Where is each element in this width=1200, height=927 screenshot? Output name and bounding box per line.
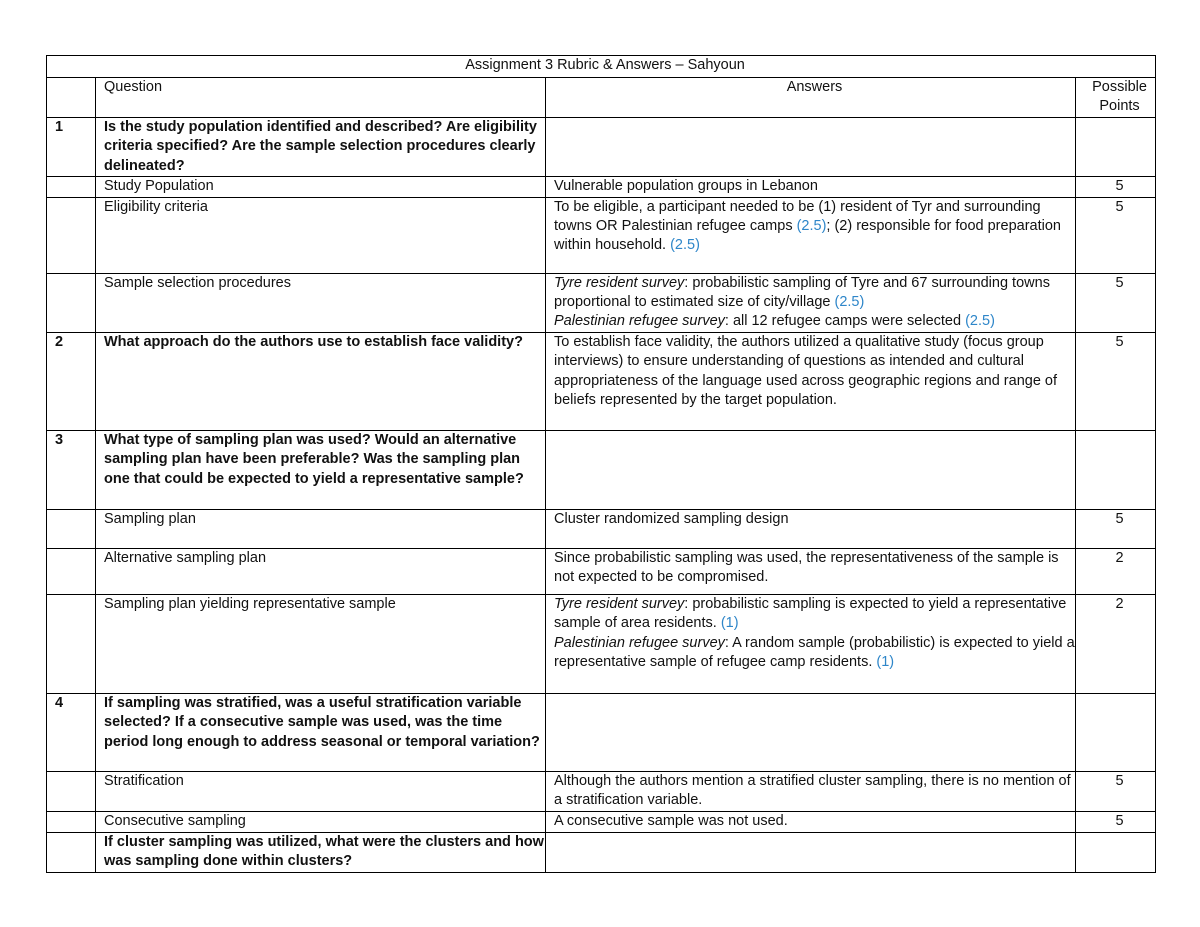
points-value: 5 (1076, 332, 1156, 430)
subquestion-row (47, 548, 1156, 594)
answer-text: Vulnerable population groups in Lebanon (546, 177, 1076, 197)
question-row-3 (47, 430, 1156, 509)
answer-cell-empty (546, 430, 1076, 509)
num-cell-empty (47, 594, 96, 693)
points-value: 5 (1076, 273, 1156, 332)
point-value-annotation: (1) (876, 654, 895, 671)
answer-text: : probabilistic sampling is expected to yield a representative sample of area residents. (554, 595, 1067, 632)
num-cell-empty (47, 197, 96, 273)
point-value-annotation: (2.5) (796, 218, 827, 235)
header-question: Question (96, 78, 546, 118)
survey-label: Tyre resident survey (554, 274, 685, 291)
answer-text: ; (2) responsible for food preparation within household. (554, 218, 1061, 254)
header-num-cell (47, 78, 96, 118)
answer-cell-empty (546, 832, 1076, 872)
answer-text: Since probabilistic sampling was used, the representativeness of the sample is not expected to be compromised. (546, 548, 1076, 594)
points-cell-empty (1076, 693, 1156, 771)
header-points: Possible Points (1076, 78, 1156, 118)
question-row-4 (47, 693, 1156, 771)
answer-cell (546, 197, 1076, 273)
points-cell-empty (1076, 118, 1156, 177)
title-row (47, 56, 1156, 78)
subquestion-row (47, 771, 1156, 811)
points-value: 5 (1076, 811, 1156, 832)
points-value: 2 (1076, 594, 1156, 693)
subquestion-row (47, 197, 1156, 273)
subquestion-label: Alternative sampling plan (96, 548, 546, 594)
points-value: 5 (1076, 197, 1156, 273)
subquestion-row (47, 811, 1156, 832)
subquestion-label: Sampling plan (96, 509, 546, 548)
question-text: Is the study population identified and described? Are eligibility criteria specified? Are the sample selection procedures clearly delineated? (96, 118, 546, 177)
answer-text: : probabilistic sampling of Tyre and 67 surrounding towns proportional to estimated size of city/village (554, 274, 1050, 311)
answer-text: : all 12 refugee camps were selected (724, 313, 966, 330)
subquestion-row (47, 509, 1156, 548)
question-text: If sampling was stratified, was a useful stratification variable selected? If a consecutive sample was used, was the time period long enough to address seasonal or temporal variation? (96, 693, 546, 771)
answer-text: A consecutive sample was not used. (546, 811, 1076, 832)
survey-label: Palestinian refugee survey (554, 313, 725, 330)
subquestion-row (47, 177, 1156, 197)
subquestion-label: Stratification (96, 771, 546, 811)
question-row-2 (47, 332, 1156, 430)
answer-text: : A random sample (probabilistic) is expected to yield a representative sample of refugee camp residents. (554, 634, 1075, 671)
answer-text: Although the authors mention a stratified cluster sampling, there is no mention of a stratification variable. (546, 771, 1076, 811)
point-value-annotation: (1) (720, 615, 739, 632)
question-number: 2 (47, 332, 96, 430)
header-row (47, 78, 1156, 118)
answer-text: Cluster randomized sampling design (546, 509, 1076, 548)
question-text: What approach do the authors use to establish face validity? (96, 332, 546, 430)
num-cell-empty (47, 273, 96, 332)
answer-text: To be eligible, a participant needed to be (1) resident of Tyr and surrounding towns OR Palestinian refugee camps (554, 198, 1041, 235)
answer-cell (546, 594, 1076, 693)
survey-label: Tyre resident survey (554, 595, 685, 612)
answer-cell (546, 273, 1076, 332)
question-text: What type of sampling plan was used? Would an alternative sampling plan have been preferable? Was the sampling plan one that could be expected to yield a representative sample? (96, 430, 546, 509)
rubric-table (46, 55, 1156, 873)
answer-cell-empty (546, 118, 1076, 177)
num-cell-empty (47, 548, 96, 594)
header-answers: Answers (546, 78, 1076, 118)
point-value-annotation: (2.5) (670, 237, 700, 254)
subquestion-label: Sampling plan yielding representative sample (96, 594, 546, 693)
num-cell-empty (47, 811, 96, 832)
subquestion-label: Sample selection procedures (96, 273, 546, 332)
subquestion-row (47, 594, 1156, 693)
question-text: If cluster sampling was utilized, what were the clusters and how was sampling done within clusters? (96, 832, 546, 872)
num-cell-empty (47, 177, 96, 197)
point-value-annotation: (2.5) (965, 313, 995, 330)
subquestion-row (47, 273, 1156, 332)
subquestion-label: Eligibility criteria (96, 197, 546, 273)
points-value: 5 (1076, 771, 1156, 811)
question-row-1 (47, 118, 1156, 177)
subquestion-label: Study Population (96, 177, 546, 197)
points-value: 5 (1076, 509, 1156, 548)
question-number (47, 832, 96, 872)
answer-cell-empty (546, 693, 1076, 771)
question-number: 4 (47, 693, 96, 771)
subquestion-label: Consecutive sampling (96, 811, 546, 832)
answer-text: To establish face validity, the authors utilized a qualitative study (focus group interviews) to ensure understanding of questions as intended and cultural appropriateness of the language used across geographic regions and range of beliefs represented by the target population. (546, 332, 1076, 430)
points-value: 2 (1076, 548, 1156, 594)
question-number: 3 (47, 430, 96, 509)
survey-label: Palestinian refugee survey (554, 634, 725, 651)
num-cell-empty (47, 771, 96, 811)
points-cell-empty (1076, 832, 1156, 872)
points-cell-empty (1076, 430, 1156, 509)
question-row-5 (47, 832, 1156, 872)
num-cell-empty (47, 509, 96, 548)
table-title: Assignment 3 Rubric & Answers – Sahyoun (47, 56, 1156, 78)
question-number: 1 (47, 118, 96, 177)
points-value: 5 (1076, 177, 1156, 197)
point-value-annotation: (2.5) (834, 294, 865, 311)
